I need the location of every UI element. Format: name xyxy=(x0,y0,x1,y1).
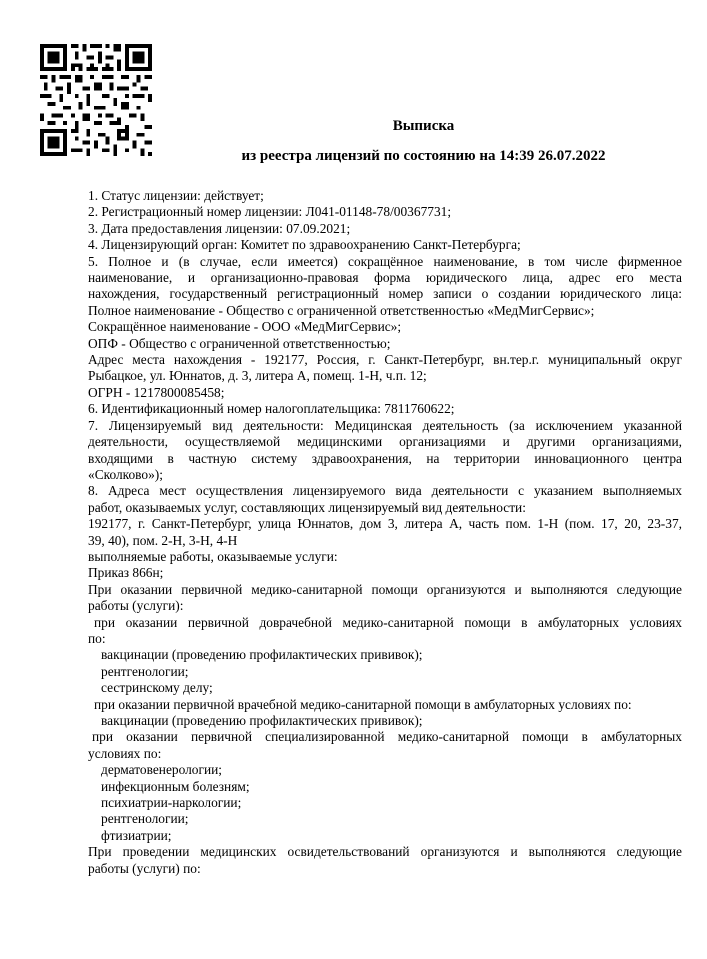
text-line: фтизиатрии; xyxy=(101,827,172,843)
text-line: дерматовенерологии; xyxy=(101,762,223,778)
text-line: сестринскому делу; xyxy=(101,680,213,696)
text-line: Приказ 866н; xyxy=(88,565,164,581)
document-subtitle: из реестра лицензий по состоянию на 14:39 26.07.2022 xyxy=(241,148,606,164)
text-line: вакцинации (проведению профилактических прививок); xyxy=(101,647,423,663)
text-line: 3. Дата предоставления лицензии: 07.09.2021; xyxy=(88,220,351,236)
text-line: нахождения, государственный регистрационный номер записи о создании юридического лица: xyxy=(88,286,682,302)
text-line: 2. Регистрационный номер лицензии: Л041-01148-78/00367731; xyxy=(88,204,452,220)
document-title: Выписка xyxy=(392,118,455,134)
text-line: инфекционным болезням; xyxy=(101,778,250,794)
text-line: Сокращённое наименование - ООО «МедМигСервис»; xyxy=(88,319,402,335)
text-line: при оказании первичной специализированной медико-санитарной помощи в амбулаторных xyxy=(92,729,682,745)
text-line: ОПФ - Общество с ограниченной ответственностью; xyxy=(88,335,391,351)
text-line: Адрес места нахождения - 192177, Россия, г. Санкт-Петербург, вн.тер.г. муниципальный округ xyxy=(88,352,682,368)
text-line: При оказании первичной медико-санитарной помощи организуются и выполняются следующие xyxy=(88,581,682,597)
text-line: рентгенологии; xyxy=(101,811,189,827)
text-line: вакцинации (проведению профилактических прививок); xyxy=(101,713,423,728)
text-line: Полное наименование - Общество с ограниченной ответственностью «МедМигСервис»; xyxy=(88,302,595,318)
text-line: рентгенологии; xyxy=(101,663,189,679)
text-line: при оказании первичной врачебной медико-санитарной помощи в амбулаторных условиях по: xyxy=(94,696,632,712)
text-line: по: xyxy=(88,630,106,646)
text-line: 4. Лицензирующий орган: Комитет по здравоохранению Санкт-Петербурга; xyxy=(88,237,521,253)
text-line: выполняемые работы, оказываемые услуги: xyxy=(88,548,338,564)
text-line: деятельности, осуществляемой медицинскими организациями и другими организациями, xyxy=(88,434,682,450)
text-line: При проведении медицинских освидетельствований организуются и выполняются следующие xyxy=(88,844,682,860)
text-line: 5. Полное и (в случае, если имеется) сокращённое наименование, в том числе фирменное xyxy=(88,253,682,269)
text-line: 6. Идентификационный номер налогоплательщика: 7811760622; xyxy=(88,401,455,417)
license-details xyxy=(88,188,682,877)
text-line: работы (услуги) по: xyxy=(88,860,201,876)
text-line: «Сколково»); xyxy=(88,466,163,482)
text-line: 1. Статус лицензии: действует; xyxy=(88,188,264,203)
text-line: работы (услуги): xyxy=(88,598,184,614)
text-line: Рыбацкое, ул. Юннатов, д. 3, литера А, помещ. 1-Н, ч.п. 12; xyxy=(88,368,427,384)
text-line: психиатрии-наркологии; xyxy=(101,795,242,811)
text-line: условиях по: xyxy=(88,745,162,761)
text-line: при оказании первичной доврачебной медико-санитарной помощи в амбулаторных условиях xyxy=(94,614,682,630)
text-line: входящими в частную систему здравоохранения, на территории инновационного центра xyxy=(88,450,682,466)
qr-code xyxy=(40,44,152,156)
text-line: работ, оказываемых услуг, составляющих лицензируемый вид деятельности: xyxy=(88,499,526,515)
text-line: наименование, и организационно-правовая форма юридического лица, адрес его места xyxy=(88,270,682,286)
text-line: 192177, г. Санкт-Петербург, улица Юннатов, дом 3, литера А, часть пом. 1-Н (пом. 17, 20, 23-37, xyxy=(88,516,682,532)
text-line: ОГРН - 1217800085458; xyxy=(88,384,225,400)
text-line: 7. Лицензируемый вид деятельности: Медицинская деятельность (за исключением указанной xyxy=(88,417,682,433)
text-line: 39, 40), пом. 2-Н, 3-Н, 4-Н xyxy=(88,532,238,548)
text-line: 8. Адреса мест осуществления лицензируемого вида деятельности с указанием выполняемых xyxy=(88,483,682,499)
